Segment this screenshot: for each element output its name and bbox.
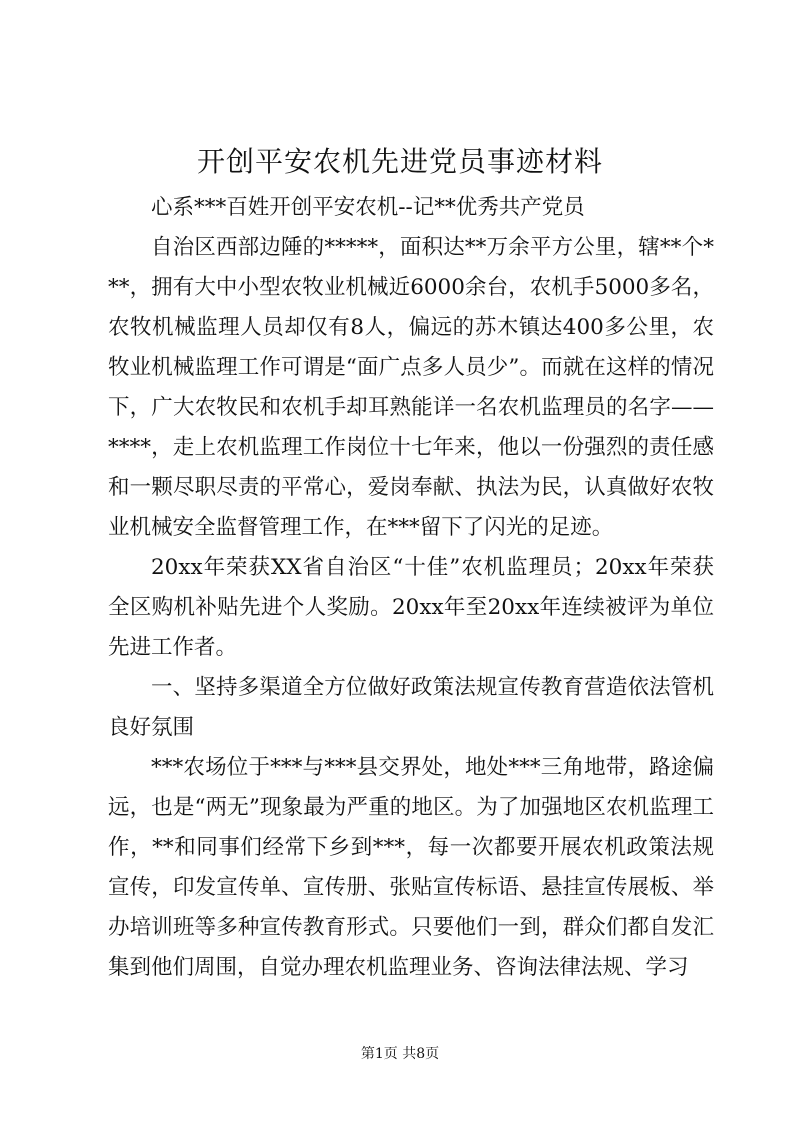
section-heading: 一、坚持多渠道全方位做好政策法规宣传教育营造依法管机良好氛围 [108,675,714,740]
document-body [108,188,714,988]
page-footer: 第1页 共8页 [360,1046,440,1062]
subtitle-paragraph: 心系***百姓开创平安农机--记**优秀共产党员 [151,195,585,220]
intro-paragraph: 自治区西部边陲的*****，面积达**万余平方公里，辖**个***，拥有大中小型农牧业机械近6000余台，农机手5000多名，农牧机械监理人员却仅有8人，偏远的苏木镇达400多公里，农牧业机械监理工作可谓是“面广点多人员少”。而就在这样的情况下，广大农牧民和农机手却耳熟能详一名农机监理员的名字——****，走上农机监理工作岗位十七年来，他以一份强烈的责任感和一颗尽职尽责的平常心，爱岗奉献、执法为民，认真做好农牧业机械安全监督管理工作，在***留下了闪光的足迹。 [108,235,714,540]
document-title: 开创平安农机先进党员事迹材料 [196,145,603,178]
section-paragraph: ***农场位于***与***县交界处，地处***三角地带，路途偏远，也是“两无”现象最为严重的地区。为了加强地区农机监理工作，**和同事们经常下乡到***，每一次都要开展农机政策法规宣传，印发宣传单、宣传册、张贴宣传标语、悬挂宣传展板、举办培训班等多种宣传教育形式。只要他们一到，群众们都自发汇集到他们周围，自觉办理农机监理业务、咨询法律法规、学习 [108,755,714,980]
awards-paragraph: 20xx年荣获XX省自治区“十佳”农机监理员；20xx年荣获全区购机补贴先进个人奖励。20xx年至20xx年连续被评为单位先进工作者。 [108,555,714,660]
